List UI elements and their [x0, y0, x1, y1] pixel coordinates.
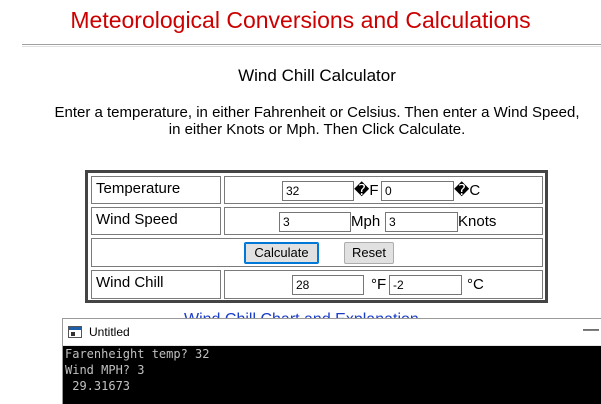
wind-chill-label-cell: [91, 270, 221, 299]
console-output[interactable]: [65, 346, 600, 404]
fahrenheit-unit-label: �F: [354, 182, 379, 199]
knots-unit-label: Knots: [458, 213, 497, 230]
temperature-inputs-cell: [224, 176, 543, 204]
mph-input[interactable]: 3: [279, 212, 351, 232]
console-line: Farenheight temp? 32: [65, 347, 210, 361]
minimize-icon[interactable]: —: [583, 321, 599, 338]
wind-speed-label-cell: [91, 207, 221, 235]
wind-speed-inputs-cell: [224, 207, 543, 235]
console-titlebar[interactable]: [63, 319, 601, 346]
wind-chill-celsius-unit: °C: [467, 276, 484, 293]
mph-unit-label: Mph: [351, 213, 381, 230]
calculate-button[interactable]: Calculate: [244, 242, 319, 264]
knots-input[interactable]: 3: [385, 212, 458, 232]
console-app-icon: [68, 326, 82, 338]
console-title: Untitled: [89, 325, 130, 339]
celsius-input[interactable]: 0: [381, 181, 454, 201]
wind-chill-fahrenheit-unit: °F: [371, 276, 387, 293]
temperature-label: Temperature: [96, 180, 181, 197]
console-window: [62, 318, 601, 404]
page-title: Meteorological Conversions and Calculations: [70, 7, 531, 33]
instructions-text: Enter a temperature, in either Fahrenheit or Celsius. Then enter a Wind Speed, in either Knots or Mph. Then Click Calculate.: [54, 104, 580, 138]
console-line: Wind MPH? 3: [65, 363, 145, 377]
wind-chill-fahrenheit-output[interactable]: 28: [292, 275, 364, 295]
wind-speed-label: Wind Speed: [96, 211, 178, 228]
buttons-cell: [91, 238, 543, 267]
wind-chill-calculator-table: [85, 170, 548, 303]
temperature-label-cell: [91, 176, 221, 204]
reset-button[interactable]: Reset: [344, 242, 394, 264]
wind-chill-celsius-output[interactable]: -2: [389, 275, 462, 295]
wind-chill-results-cell: [224, 270, 543, 299]
celsius-unit-label: �C: [454, 182, 481, 199]
fahrenheit-input[interactable]: 32: [282, 181, 354, 201]
wind-chill-label: Wind Chill: [96, 274, 164, 291]
header-divider: [22, 44, 601, 47]
console-line: 29.31673: [65, 379, 131, 393]
calculator-heading: Wind Chill Calculator: [238, 66, 396, 85]
